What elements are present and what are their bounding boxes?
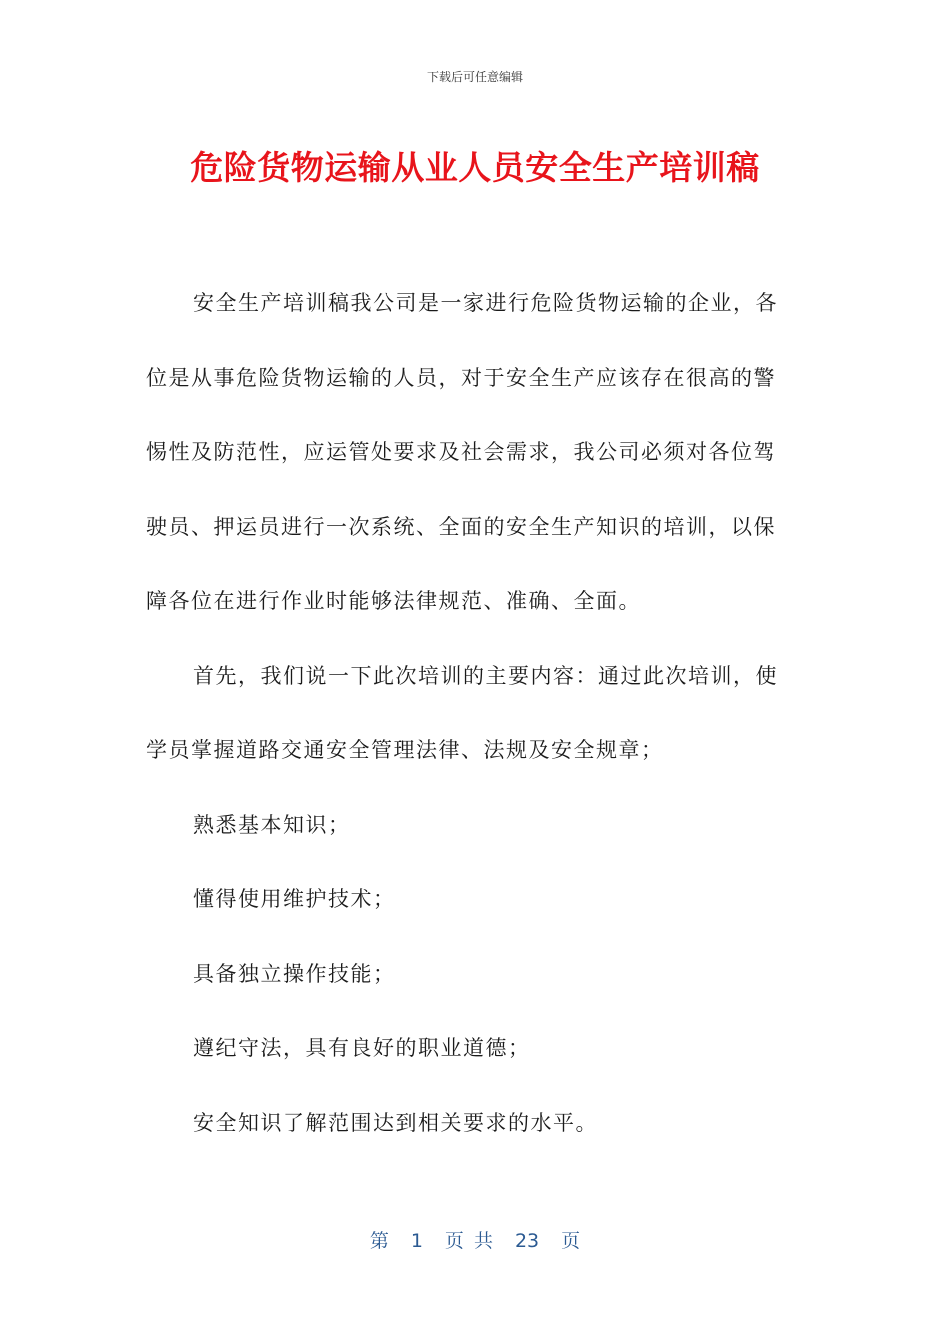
paragraph-content: 首先，我们说一下此次培训的主要内容：通过此次培训，使学员掌握道路交通安全管理法律、法规及安全规章； [146, 663, 778, 762]
total-pages: 23 [514, 1230, 540, 1252]
paragraph-item: 安全知识了解范围达到相关要求的水平。 [193, 1110, 598, 1135]
paragraph-item: 遵纪守法，具有良好的职业道德； [193, 1036, 531, 1060]
paragraph-item: 懂得使用维护技术； [193, 887, 396, 911]
page-footer [0, 1226, 950, 1253]
document-body [146, 266, 794, 1160]
paragraph-item: 具备独立操作技能； [193, 961, 396, 986]
page-suffix: 页 [561, 1230, 581, 1252]
paragraph-item: 熟悉基本知识； [193, 812, 351, 837]
header-note: 下载后可任意编辑 [426, 70, 523, 84]
page-prefix: 第 [369, 1230, 389, 1252]
paragraph-intro: 安全生产培训稿我公司是一家进行危险货物运输的企业，各位是从事危险货物运输的人员，对于安全生产应该存在很高的警惕性及防范性，应运管处要求及社会需求，我公司必须对各位驾驶员、押运员进行一次系统、全面的安全生产知识的培训，以保障各位在进行作业时能够法律规范、准确、全面。 [146, 291, 778, 613]
page-mid: 页 共 [444, 1230, 493, 1252]
page-number: 1 [410, 1230, 423, 1252]
document-title: 危险货物运输从业人员安全生产培训稿 [190, 148, 760, 187]
